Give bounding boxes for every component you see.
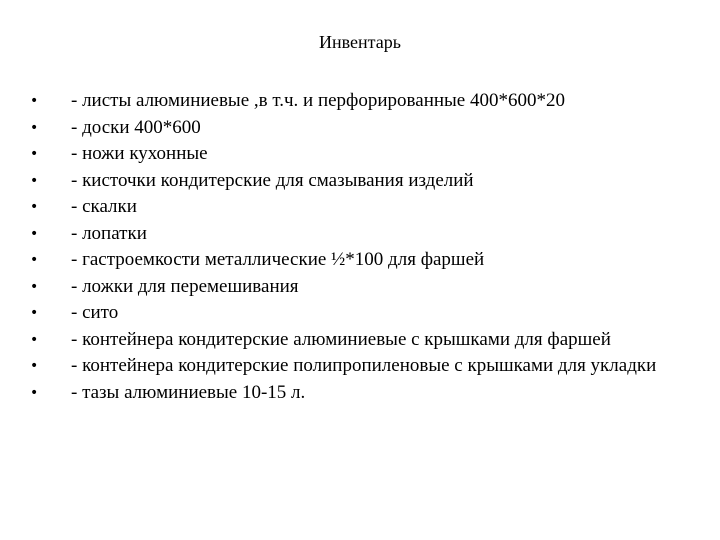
list-item-text: - ножи кухонные	[71, 143, 208, 164]
bullet-icon: •	[30, 146, 39, 162]
list-item-text: - тазы алюминиевые 10-15 л.	[71, 381, 306, 403]
bullet-icon: •	[30, 278, 39, 295]
bullet-icon: •	[30, 199, 39, 215]
bullet-icon: •	[30, 252, 39, 268]
list-item	[30, 357, 690, 376]
list-item-text: - контейнера кондитерские алюминиевые с крышками для фаршей	[71, 328, 611, 350]
bullet-icon: •	[30, 93, 39, 109]
list-item	[30, 169, 690, 191]
list-item	[30, 92, 690, 111]
list-item	[30, 198, 690, 217]
list-item-text: - доски 400*600	[71, 116, 201, 138]
list-item	[30, 381, 690, 403]
list-item	[30, 328, 690, 350]
list-item	[30, 275, 690, 297]
slide-title: Инвентарь	[319, 32, 401, 52]
bullet-icon: •	[30, 172, 39, 189]
list-item-text: - листы алюминиевые ,в т.ч. и перфорированные 400*600*20	[71, 90, 565, 111]
list-item-text: - сито	[71, 302, 119, 323]
bullet-icon: •	[30, 225, 39, 242]
list-item-text: - контейнера кондитерские полипропиленовые с крышками для укладки	[71, 355, 657, 376]
list-item-text: - гастроемкости металлические ½*100 для фаршей	[71, 249, 485, 270]
list-item-text: - ложки для перемешивания	[71, 275, 299, 297]
list-item	[30, 304, 690, 323]
list-item-text: - лопатки	[71, 222, 147, 244]
bullet-icon: •	[30, 331, 39, 348]
bullet-icon: •	[30, 119, 39, 136]
bullet-icon: •	[30, 358, 39, 374]
inventory-list	[30, 92, 690, 410]
bullet-icon: •	[30, 305, 39, 321]
list-item-text: - скалки	[71, 196, 137, 217]
list-item	[30, 116, 690, 138]
bullet-icon: •	[30, 384, 39, 401]
list-item-text: - кисточки кондитерские для смазывания изделий	[71, 169, 474, 191]
list-item	[30, 251, 690, 270]
list-item	[30, 145, 690, 164]
list-item	[30, 222, 690, 244]
